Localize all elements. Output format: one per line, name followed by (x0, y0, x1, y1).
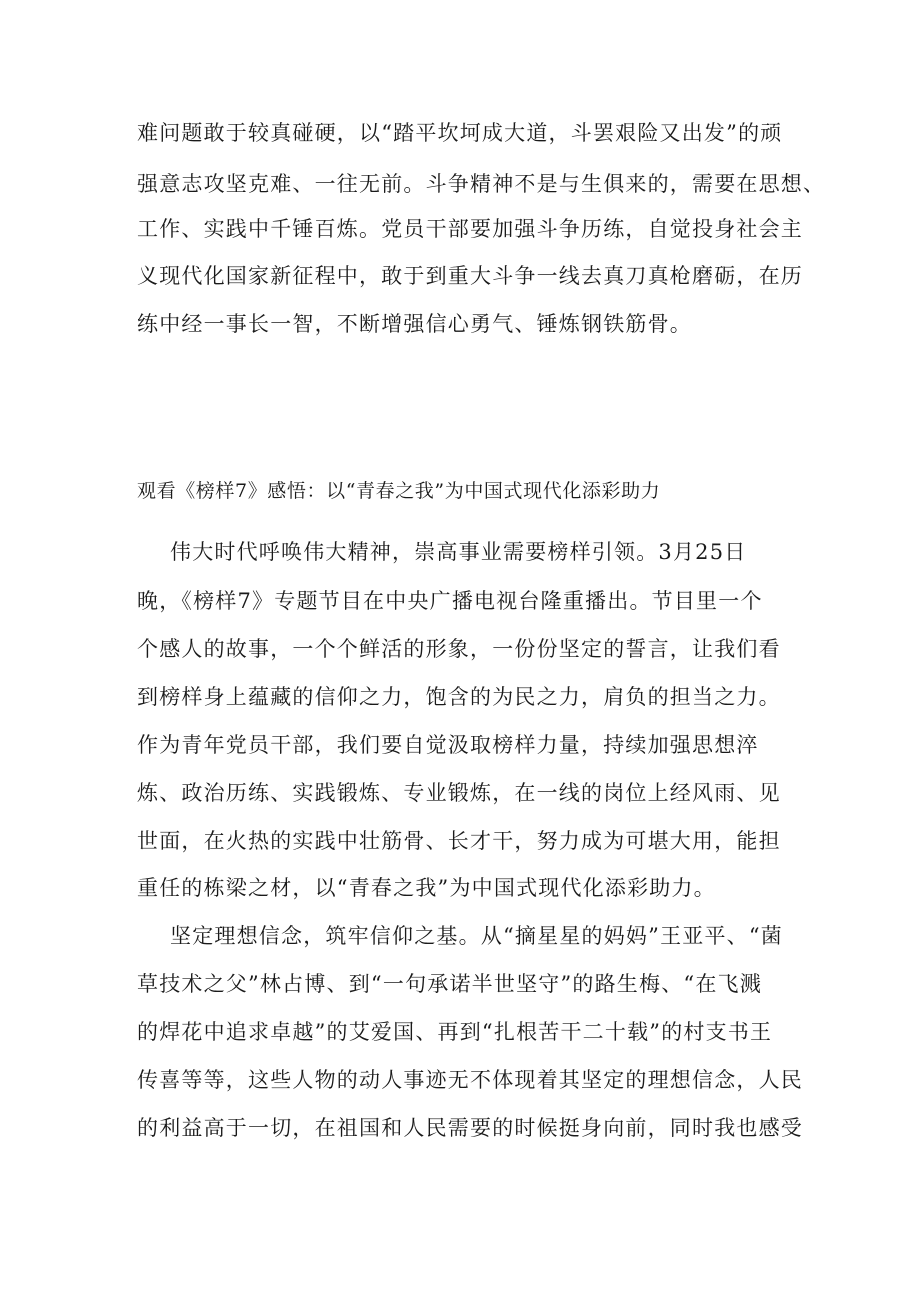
intro-line: 难问题敢于较真碰硬，以“踏平坎坷成大道，斗罢艰险又出发”的顽 (137, 121, 783, 145)
paragraph-line: 世面，在火热的实践中壮筋骨、长才干，努力成为可堪大用，能担 (137, 829, 781, 853)
intro-line: 练中经一事长一智，不断增强信心勇气、锤炼钢铁筋骨。 (137, 312, 692, 336)
paragraph-line: 坚定理想信念，筑牢信仰之基。从“摘星星的妈妈”王亚平、“菌 (170, 924, 784, 948)
paragraph-line: 作为青年党员干部，我们要自觉汲取榜样力量，持续加强思想淬 (137, 733, 759, 757)
paragraph-line: 个感人的故事，一个个鲜活的形象，一份份坚定的誓言，让我们看 (137, 637, 781, 661)
article-title: 观看《榜样7》感悟：以“青春之我”为中国式现代化添彩助力 (137, 480, 661, 502)
paragraph-line: 到榜样身上蕴藏的信仰之力，饱含的为民之力，肩负的担当之力。 (137, 685, 781, 709)
paragraph-line: 的利益高于一切，在祖国和人民需要的时候挺身向前，同时我也感受 (137, 1116, 803, 1140)
paragraph-line: 重任的栋梁之材，以“青春之我”为中国式现代化添彩助力。 (137, 876, 716, 900)
paragraph-line: 伟大时代呼唤伟大精神，崇高事业需要榜样引领。3月25日 (170, 540, 747, 564)
paragraph-line: 草技术之父”林占博、到“一句承诺半世坚守”的路生梅、“在飞溅 (137, 972, 762, 996)
intro-line: 义现代化国家新征程中，敢于到重大斗争一线去真刀真枪磨砺，在历 (137, 264, 803, 288)
paragraph-line: 晚，《榜样7》专题节目在中央广播电视台隆重播出。节目里一个 (137, 589, 763, 613)
paragraph-line: 的焊花中追求卓越”的艾爱国、再到“扎根苦干二十载”的村支书王 (137, 1020, 773, 1044)
paragraph-line: 炼、政治历练、实践锻炼、专业锻炼，在一线的岗位上经风雨、见 (137, 781, 781, 805)
intro-line: 工作、实践中千锤百炼。党员干部要加强斗争历练，自觉投身社会主 (137, 217, 803, 241)
intro-line: 强意志攻坚克难、一往无前。斗争精神不是与生俱来的，需要在思想、 (137, 172, 826, 196)
paragraph-line: 传喜等等，这些人物的动人事迹无不体现着其坚定的理想信念，人民 (137, 1068, 803, 1092)
